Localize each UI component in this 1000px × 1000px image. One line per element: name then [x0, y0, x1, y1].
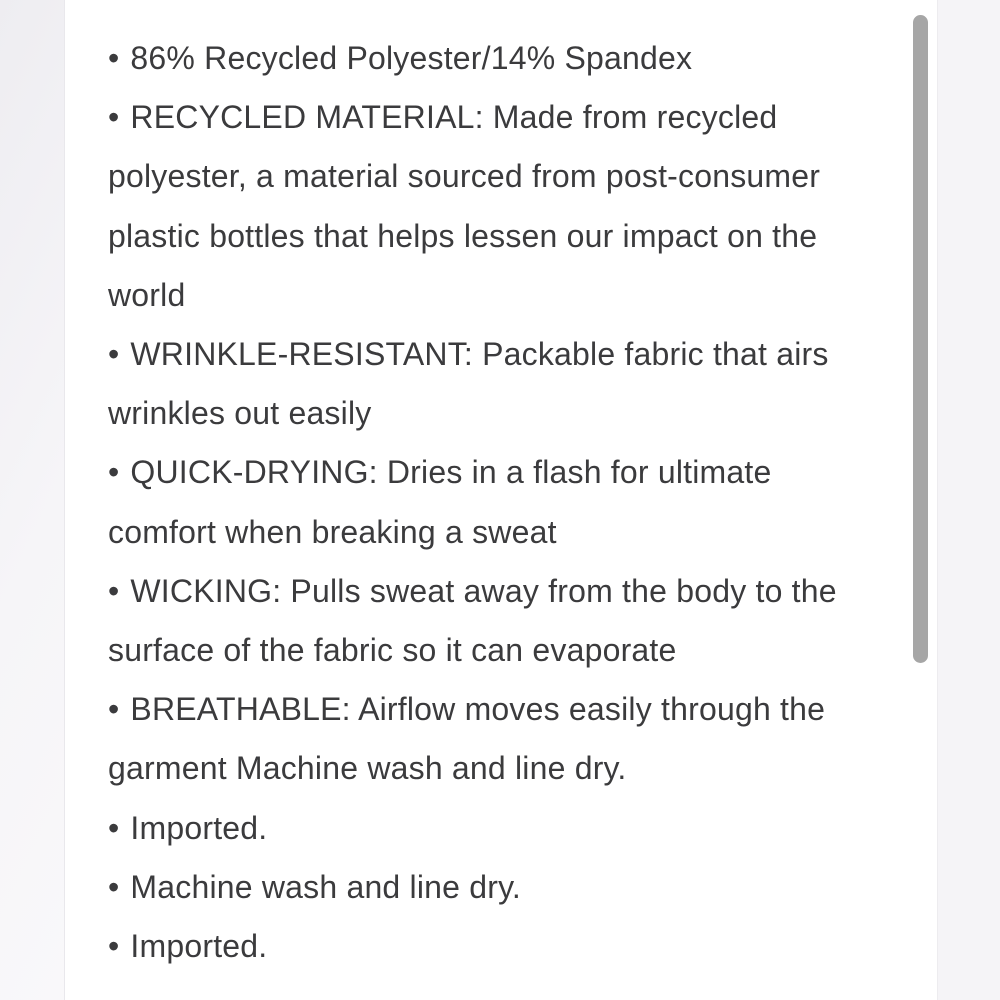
list-item-text: polyester, a material sourced from post-consumer [108, 158, 821, 195]
list-item [108, 798, 903, 857]
list-item [108, 680, 903, 798]
bullet-icon: • [108, 809, 120, 846]
list-item-text: Machine wash and line dry. [130, 868, 521, 905]
list-item-text: wrinkles out easily [108, 395, 372, 432]
list-item-text: WICKING: Pulls sweat away from the body to the [130, 572, 837, 609]
list-item-text: QUICK-DRYING: Dries in a flash for ultimate [130, 454, 772, 491]
bullet-icon: • [108, 868, 120, 905]
list-item-text: garment Machine wash and line dry. [108, 750, 627, 787]
list-item-text: RECYCLED MATERIAL: Made from recycled [130, 99, 778, 136]
list-item-line [108, 266, 903, 325]
left-background-strip [0, 0, 65, 1000]
list-item-line [108, 325, 903, 384]
bullet-icon: • [108, 40, 120, 77]
list-item [108, 325, 903, 443]
list-item-line [108, 798, 903, 857]
list-item-text: Imported. [130, 927, 268, 964]
bullet-icon: • [108, 336, 120, 373]
list-item-text: comfort when breaking a sweat [108, 513, 557, 550]
list-item-text: Imported. [130, 809, 268, 846]
list-item-line [108, 147, 903, 206]
list-item [108, 917, 903, 976]
bullet-icon: • [108, 572, 120, 609]
list-item-line [108, 680, 903, 739]
list-item [108, 443, 903, 561]
bullet-icon: • [108, 927, 120, 964]
list-item-text: WRINKLE-RESISTANT: Packable fabric that airs [130, 336, 829, 373]
list-item [108, 858, 903, 917]
list-item-text: world [108, 276, 186, 313]
right-background-strip [937, 0, 1000, 1000]
list-item-line [108, 858, 903, 917]
list-item-line [108, 917, 903, 976]
list-item-line [108, 739, 903, 798]
bullet-icon: • [108, 691, 120, 728]
list-item [108, 562, 903, 680]
list-item-text: surface of the fabric so it can evaporate [108, 631, 677, 668]
list-item-line [108, 29, 903, 88]
bullet-icon: • [108, 454, 120, 491]
list-item [108, 29, 903, 88]
list-item-line [108, 207, 903, 266]
list-item-line [108, 621, 903, 680]
list-item-text: BREATHABLE: Airflow moves easily through the [130, 691, 826, 728]
scrollbar-thumb[interactable] [913, 15, 928, 663]
list-item-line [108, 443, 903, 502]
list-item [108, 88, 903, 325]
list-item-text: plastic bottles that helps lessen our impact on the [108, 217, 818, 254]
list-item-text: 86% Recycled Polyester/14% Spandex [130, 40, 693, 77]
bullet-icon: • [108, 99, 120, 136]
list-item-line [108, 88, 903, 147]
list-item-line [108, 562, 903, 621]
list-item-line [108, 384, 903, 443]
list-item-line [108, 503, 903, 562]
description-list [108, 29, 903, 976]
